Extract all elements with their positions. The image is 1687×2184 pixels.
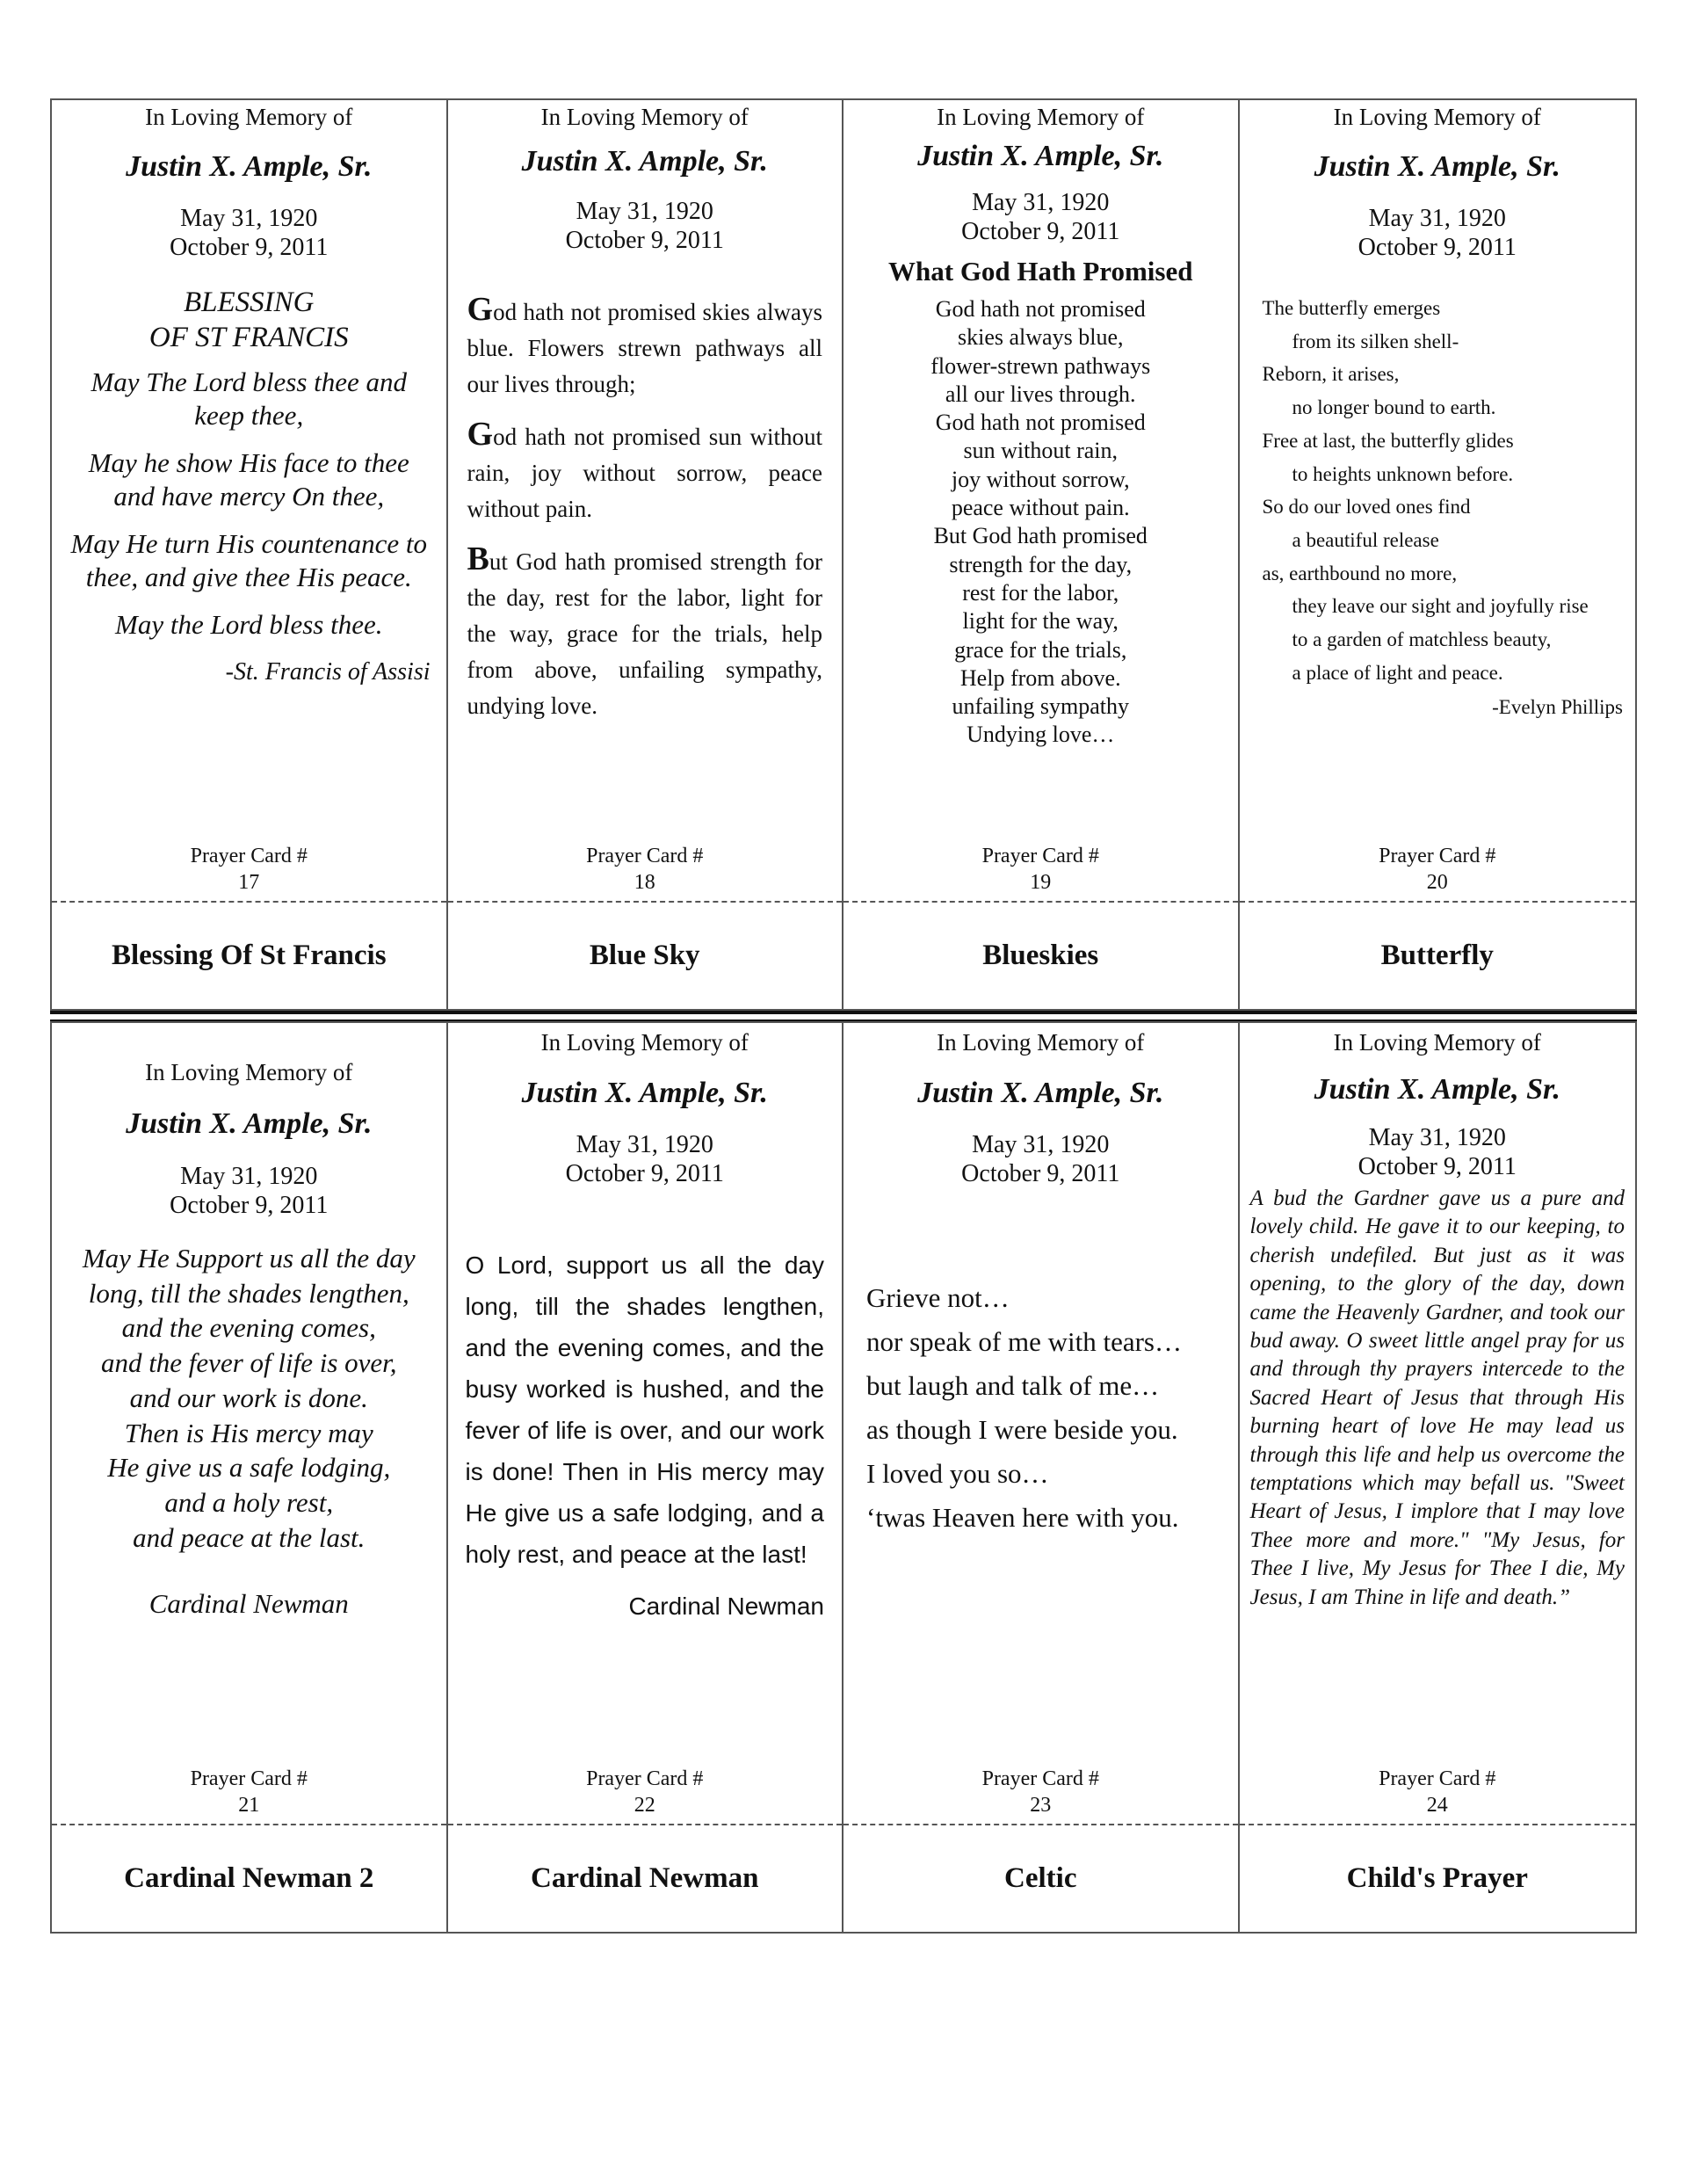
memory-heading: In Loving Memory of bbox=[1333, 1029, 1541, 1056]
verse-line: and a holy rest, bbox=[164, 1486, 334, 1518]
card-verse bbox=[466, 1244, 825, 1627]
deceased-name: Justin X. Ample, Sr. bbox=[126, 150, 373, 183]
dates bbox=[448, 1130, 843, 1188]
prayer-card bbox=[448, 100, 843, 903]
birth-date: May 31, 1920 bbox=[576, 1131, 713, 1158]
death-date: October 9, 2011 bbox=[961, 1160, 1120, 1187]
title-line: BLESSING bbox=[184, 287, 315, 318]
card-verse bbox=[59, 1241, 439, 1622]
prayer-card bbox=[1240, 1023, 1636, 1825]
birth-date: May 31, 1920 bbox=[576, 198, 713, 225]
verse-line: and our work is done. bbox=[129, 1382, 368, 1413]
deceased-name: Justin X. Ample, Sr. bbox=[1314, 150, 1560, 183]
paragraph-text: od hath not promised sun without rain, joy without sorrow, peace without pain. bbox=[467, 424, 822, 522]
dates bbox=[52, 204, 446, 262]
prayer-card-number bbox=[52, 843, 446, 896]
dates bbox=[1240, 204, 1636, 262]
verse-line: But God hath promised bbox=[933, 523, 1148, 549]
verse-line: May He Support us all the day bbox=[82, 1243, 416, 1273]
card-number: 19 bbox=[1030, 871, 1052, 894]
card-number: 21 bbox=[238, 1794, 260, 1817]
birth-date: May 31, 1920 bbox=[972, 189, 1110, 216]
card-label: Child's Prayer bbox=[1346, 1862, 1528, 1894]
card-cell-22 bbox=[448, 1023, 844, 1932]
prayer-card bbox=[52, 1023, 446, 1825]
card-label: Celtic bbox=[1004, 1862, 1077, 1894]
birth-date: May 31, 1920 bbox=[972, 1131, 1110, 1158]
birth-date: May 31, 1920 bbox=[1368, 205, 1506, 232]
card-verse bbox=[866, 1276, 1229, 1540]
attribution: Cardinal Newman bbox=[148, 1588, 349, 1620]
verse-paragraph bbox=[467, 417, 823, 527]
card-cell-19 bbox=[844, 100, 1240, 1009]
card-cell-20 bbox=[1240, 100, 1636, 1009]
prayer-card bbox=[52, 100, 446, 903]
verse-line: The butterfly emerges bbox=[1262, 297, 1441, 319]
memory-heading: In Loving Memory of bbox=[937, 1029, 1145, 1056]
death-date: October 9, 2011 bbox=[565, 227, 724, 254]
verse-line: to a garden of matchless beauty, bbox=[1292, 628, 1552, 651]
attribution: Cardinal Newman bbox=[628, 1593, 824, 1620]
card-cell-21 bbox=[52, 1023, 448, 1932]
verse-line: nor speak of me with tears… bbox=[866, 1326, 1182, 1357]
verse-line: Undying love… bbox=[967, 722, 1115, 748]
verse-paragraph: May He turn His countenance to thee, and give thee His peace. bbox=[70, 528, 427, 592]
prayer-card-label: Prayer Card # bbox=[586, 845, 704, 867]
prayer-card-number bbox=[1240, 843, 1636, 896]
verse-line: skies always blue, bbox=[958, 324, 1124, 351]
dates bbox=[844, 188, 1238, 246]
attribution: -Evelyn Phillips bbox=[1492, 696, 1623, 719]
memory-heading: In Loving Memory of bbox=[540, 104, 749, 130]
verse-line: God hath not promised bbox=[935, 296, 1146, 322]
dates bbox=[52, 1162, 446, 1220]
verse-line: but laugh and talk of me… bbox=[866, 1370, 1160, 1401]
prayer-card-label: Prayer Card # bbox=[981, 845, 1099, 867]
deceased-name: Justin X. Ample, Sr. bbox=[1314, 1073, 1560, 1106]
death-date: October 9, 2011 bbox=[170, 234, 329, 261]
title-line: OF ST FRANCIS bbox=[148, 322, 349, 353]
verse-paragraph: May the Lord bless thee. bbox=[115, 609, 383, 640]
prayer-card-number bbox=[448, 843, 843, 896]
card-label: Blessing Of St Francis bbox=[111, 940, 387, 971]
verse-line: they leave our sight and joyfully rise bbox=[1292, 595, 1589, 618]
verse-line: ‘twas Heaven here with you. bbox=[866, 1502, 1179, 1533]
card-label: Cardinal Newman bbox=[531, 1862, 759, 1894]
prayer-card-number bbox=[52, 1766, 446, 1818]
dates bbox=[844, 1130, 1238, 1188]
verse-line: Reborn, it arises, bbox=[1262, 363, 1400, 386]
memory-heading: In Loving Memory of bbox=[937, 104, 1145, 130]
verse-line: from its silken shell- bbox=[1292, 330, 1459, 352]
drop-cap: B bbox=[467, 541, 489, 577]
card-label: Cardinal Newman 2 bbox=[124, 1862, 374, 1894]
prayer-card bbox=[448, 1023, 843, 1825]
card-label: Blueskies bbox=[982, 940, 1099, 971]
deceased-name: Justin X. Ample, Sr. bbox=[917, 1077, 1164, 1109]
verse-line: to heights unknown before. bbox=[1292, 462, 1514, 485]
verse-paragraph: May The Lord bless thee and keep thee, bbox=[91, 366, 408, 431]
verse-line: Then is His mercy may bbox=[124, 1417, 373, 1448]
verse-line: and the evening comes, bbox=[121, 1312, 376, 1344]
verse-line: Grieve not… bbox=[866, 1282, 1010, 1313]
card-verse bbox=[467, 292, 823, 738]
card-verse bbox=[1263, 292, 1624, 724]
memory-heading: In Loving Memory of bbox=[1333, 104, 1541, 130]
card-title: What God Hath Promised bbox=[888, 256, 1193, 287]
verse-line: and peace at the last. bbox=[133, 1521, 366, 1553]
verse-line: and the fever of life is over, bbox=[100, 1347, 397, 1379]
card-number: 20 bbox=[1426, 871, 1448, 894]
card-number: 22 bbox=[634, 1794, 655, 1817]
card-number: 18 bbox=[634, 871, 655, 894]
verse-line: Free at last, the butterfly glides bbox=[1262, 429, 1514, 452]
card-cell-23 bbox=[844, 1023, 1240, 1932]
verse-line: sun without rain, bbox=[963, 438, 1118, 464]
memory-heading: In Loving Memory of bbox=[145, 104, 353, 130]
verse-paragraph: May he show His face to thee and have mercy On thee, bbox=[88, 447, 409, 512]
verse-line: rest for the labor, bbox=[962, 579, 1119, 606]
verse-line: peace without pain. bbox=[951, 495, 1130, 521]
prayer-card-label: Prayer Card # bbox=[1379, 845, 1496, 867]
verse-paragraph: A bud the Gardner gave us a pure and lovely child. He gave it to our keeping, to cherish undefiled. But just as it was opening, to the glory of the day, down came the Heavenly Gardner, and took our bud away. O sweet little angel pray for us and through thy prayers intercede to the Sacred Heart of Jesus that through His burning heart of love He may lead us through this life and help us overcome the temptations which may befall us. "Sweet Heart of Jesus, I implore that I may love Thee more and more." "My Jesus, for Thee I live, My Jesus for Thee I die, My Jesus, I am Thine in life and death.” bbox=[1249, 1186, 1625, 1609]
prayer-card-number bbox=[448, 1766, 843, 1818]
verse-line: So do our loved ones find bbox=[1262, 496, 1471, 519]
card-label: Blue Sky bbox=[589, 940, 700, 971]
death-date: October 9, 2011 bbox=[1358, 234, 1517, 261]
prayer-card bbox=[1240, 100, 1636, 903]
birth-date: May 31, 1920 bbox=[180, 205, 318, 232]
death-date: October 9, 2011 bbox=[961, 218, 1120, 245]
prayer-card-label: Prayer Card # bbox=[586, 1767, 704, 1790]
card-verse bbox=[68, 366, 431, 689]
verse-line: a place of light and peace. bbox=[1292, 661, 1503, 684]
card-title bbox=[68, 285, 431, 355]
prayer-card-sheet bbox=[50, 98, 1637, 1934]
prayer-card-label: Prayer Card # bbox=[981, 1767, 1099, 1790]
verse-line: light for the way, bbox=[962, 608, 1119, 635]
card-cell-24 bbox=[1240, 1023, 1636, 1932]
verse-line: a beautiful release bbox=[1292, 528, 1439, 551]
verse-paragraph bbox=[467, 541, 823, 724]
card-verse bbox=[1250, 1185, 1625, 1626]
dates bbox=[448, 197, 843, 255]
death-date: October 9, 2011 bbox=[170, 1192, 329, 1219]
card-verse bbox=[859, 295, 1222, 750]
verse-paragraph: O Lord, support us all the day long, till the shades lengthen, and the evening comes, and the busy worked is hushed, and the fever of life is over, and our work is done! Then in His mercy may He give us a safe lodging, and a holy rest, and peace at the last! bbox=[465, 1252, 824, 1568]
card-number: 24 bbox=[1426, 1794, 1448, 1817]
deceased-name: Justin X. Ample, Sr. bbox=[917, 140, 1164, 172]
deceased-name: Justin X. Ample, Sr. bbox=[521, 1077, 768, 1109]
birth-date: May 31, 1920 bbox=[180, 1163, 318, 1190]
birth-date: May 31, 1920 bbox=[1368, 1124, 1506, 1151]
prayer-card bbox=[844, 100, 1238, 903]
card-label: Butterfly bbox=[1380, 940, 1494, 971]
death-date: October 9, 2011 bbox=[1358, 1153, 1517, 1180]
deceased-name: Justin X. Ample, Sr. bbox=[521, 145, 768, 178]
verse-line: all our lives through. bbox=[945, 381, 1136, 407]
verse-line: joy without sorrow, bbox=[951, 466, 1130, 492]
prayer-card-number bbox=[844, 843, 1238, 896]
verse-line: God hath not promised bbox=[935, 410, 1146, 436]
verse-line: as, earthbound no more, bbox=[1262, 562, 1458, 584]
card-cell-18 bbox=[448, 100, 844, 1009]
death-date: October 9, 2011 bbox=[565, 1160, 724, 1187]
verse-line: He give us a safe lodging, bbox=[107, 1452, 391, 1484]
verse-line: strength for the day, bbox=[949, 551, 1133, 577]
row-divider bbox=[50, 1011, 1637, 1021]
prayer-card-label: Prayer Card # bbox=[1379, 1767, 1496, 1790]
verse-line: grace for the trials, bbox=[954, 636, 1127, 663]
memory-heading: In Loving Memory of bbox=[145, 1059, 353, 1085]
dates bbox=[1240, 1123, 1636, 1181]
card-number: 23 bbox=[1030, 1794, 1052, 1817]
memory-heading: In Loving Memory of bbox=[540, 1029, 749, 1056]
verse-line: long, till the shades lengthen, bbox=[88, 1277, 409, 1309]
card-row-bottom bbox=[50, 1021, 1637, 1934]
prayer-card-number bbox=[844, 1766, 1238, 1818]
deceased-name: Justin X. Ample, Sr. bbox=[126, 1107, 373, 1140]
drop-cap: G bbox=[467, 416, 494, 453]
prayer-card-number bbox=[1240, 1766, 1636, 1818]
verse-line: unfailing sympathy bbox=[952, 693, 1129, 720]
prayer-card-label: Prayer Card # bbox=[190, 845, 308, 867]
drop-cap: G bbox=[467, 291, 494, 328]
attribution: -St. Francis of Assisi bbox=[225, 658, 431, 686]
prayer-card-label: Prayer Card # bbox=[190, 1767, 308, 1790]
verse-line: I loved you so… bbox=[866, 1458, 1049, 1489]
card-cell-17 bbox=[52, 100, 448, 1009]
paragraph-text: ut God hath promised strength for the day, rest for the labor, light for the way, grace for the trials, help from above, unfailing sympathy, undying love. bbox=[467, 548, 822, 719]
verse-line: flower-strewn pathways bbox=[930, 352, 1151, 379]
card-number: 17 bbox=[238, 871, 260, 894]
verse-line: as though I were beside you. bbox=[866, 1414, 1178, 1445]
prayer-card bbox=[844, 1023, 1238, 1825]
verse-line: no longer bound to earth. bbox=[1292, 396, 1496, 419]
verse-line: Help from above. bbox=[959, 664, 1121, 691]
card-row-top bbox=[50, 98, 1637, 1011]
verse-paragraph bbox=[467, 292, 823, 403]
paragraph-text: od hath not promised skies always blue. Flowers strewn pathways all our lives through; bbox=[467, 299, 822, 397]
